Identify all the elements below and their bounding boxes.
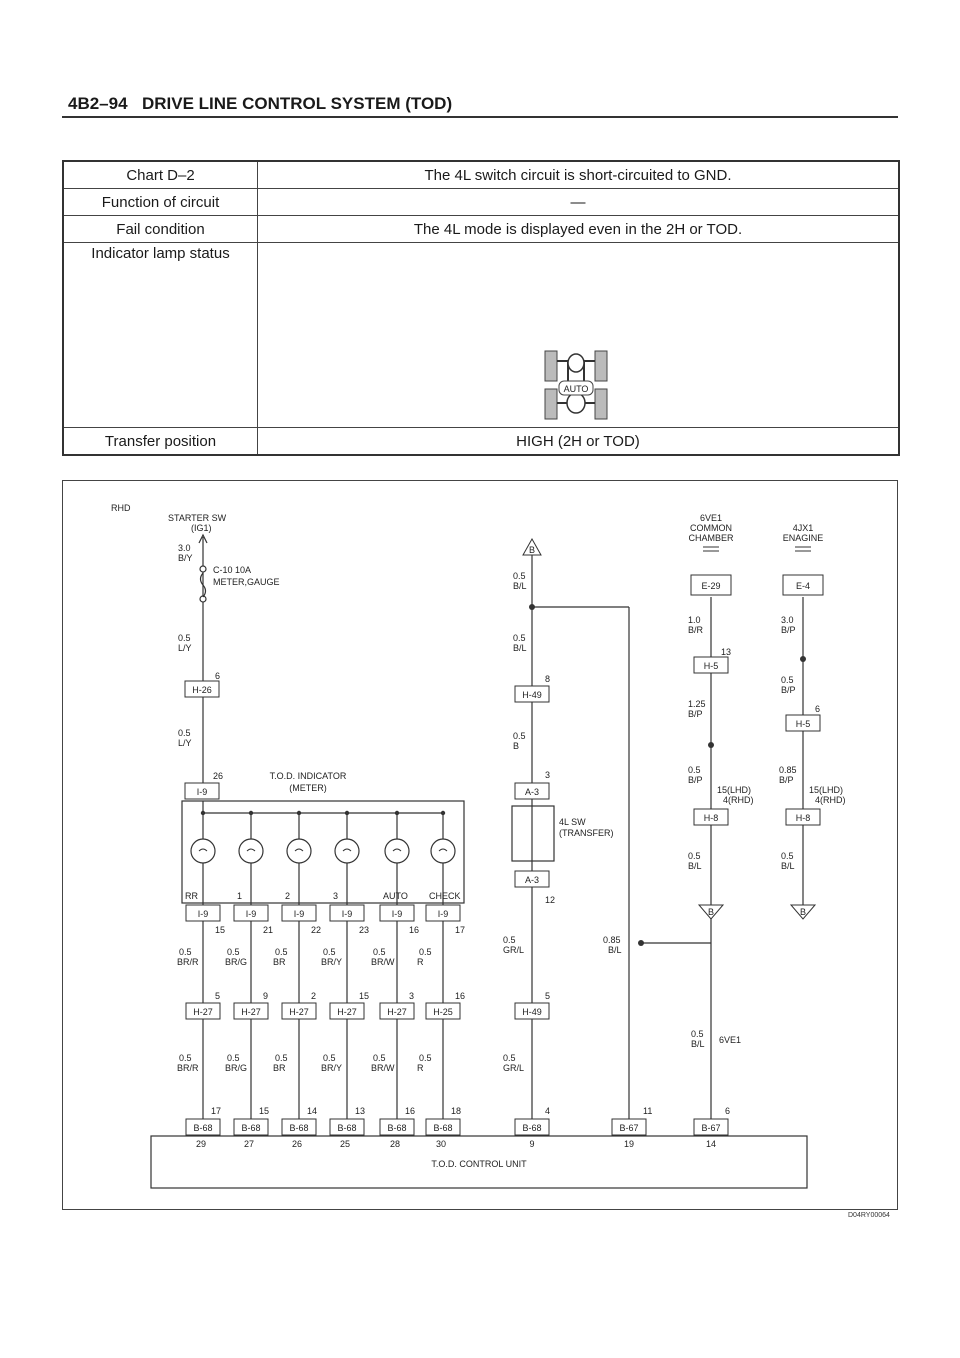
connector-label: H-49 (522, 690, 542, 700)
starter-switch-label: STARTER SW (168, 513, 227, 523)
indicator-lamp (191, 839, 215, 863)
connector-label: B-68 (193, 1123, 213, 1133)
wire-color: BR/Y (321, 1063, 343, 1073)
pin-number: 14 (705, 1139, 717, 1149)
wire-size: 0.5 (781, 851, 794, 861)
wheel-icon (595, 389, 607, 419)
connector-label: H-27 (337, 1007, 357, 1017)
wire-color: R (417, 957, 424, 967)
wire-size: 0.5 (691, 1029, 704, 1039)
wire-color: BR/R (177, 957, 199, 967)
wire-color: B/P (688, 775, 703, 785)
pin-number: 3 (545, 770, 551, 780)
pin-number: 29 (195, 1139, 207, 1149)
indicator-sub: (METER) (289, 783, 327, 793)
connector-label: I-9 (196, 787, 208, 797)
lamp-label: 2 (285, 891, 291, 901)
pin-number: 13 (355, 1106, 366, 1116)
pin-number: 25 (339, 1139, 351, 1149)
fuse-desc: METER,GAUGE (213, 577, 280, 587)
pin-number: 4 (545, 1106, 551, 1116)
wire-size: 0.5 (373, 947, 386, 957)
pin-number: 19 (623, 1139, 635, 1149)
pin-number: 16 (405, 1106, 416, 1116)
connector-label: A-3 (524, 787, 540, 797)
connector-label: B-67 (619, 1123, 639, 1133)
e4-title: 4JX1 (792, 523, 814, 533)
connector-label: E-29 (701, 581, 721, 591)
wire-color: B/L (608, 945, 622, 955)
wire-size: 0.5 (419, 947, 432, 957)
wire-size: 0.5 (275, 947, 288, 957)
wire-size: 0.5 (178, 728, 191, 738)
pin-number: 4(RHD) (815, 795, 846, 805)
figure-code: D04RY00064 (848, 1212, 890, 1219)
wire-color: BR/W (371, 957, 395, 967)
transfer-position-label: Transfer position (63, 428, 258, 456)
wire-size: 1.25 (688, 699, 706, 709)
pin-number: 12 (545, 895, 556, 905)
table-row-lamp (63, 243, 899, 428)
connector-label: H-25 (433, 1007, 453, 1017)
connector-label: B-68 (387, 1123, 407, 1133)
table-row-transfer (63, 428, 899, 456)
pin-number: 9 (529, 1139, 535, 1149)
engine-tag: 6VE1 (719, 1035, 742, 1045)
pin-number: 16 (409, 925, 420, 935)
pin-number: 21 (263, 925, 274, 935)
wire-size: 0.5 (503, 935, 516, 945)
pin-number: 23 (359, 925, 370, 935)
wire-color: B (513, 741, 520, 751)
pin-number: 3 (409, 991, 415, 1001)
connector-label: I-9 (437, 909, 449, 919)
indicator-title: T.O.D. INDICATOR (269, 771, 347, 781)
pin-number: 2 (311, 991, 317, 1001)
pin-number: 17 (455, 925, 466, 935)
lamp-label: AUTO (383, 891, 408, 901)
connector-label: B-68 (241, 1123, 261, 1133)
wire-size: 0.5 (179, 1053, 192, 1063)
pin-number: 14 (307, 1106, 318, 1116)
pin-number: 13 (721, 647, 732, 657)
connector-label: B-68 (289, 1123, 309, 1133)
pin-number: 15 (215, 925, 226, 935)
ground-label: B (528, 545, 536, 555)
connector-label: I-9 (245, 909, 257, 919)
connector-label: H-27 (289, 1007, 309, 1017)
wire-size: 3.0 (178, 543, 191, 553)
starter-ig1-label: (IG1) (191, 523, 212, 533)
pin-number: 17 (211, 1106, 222, 1116)
pin-number: 26 (291, 1139, 303, 1149)
pin-number: 15(LHD) (717, 785, 752, 795)
table-row-function (63, 189, 899, 216)
pin-number: 8 (545, 674, 551, 684)
connector-label: A-3 (524, 875, 540, 885)
pin-number: 27 (243, 1139, 255, 1149)
wire-size: 0.5 (513, 731, 526, 741)
pin-number: 9 (263, 991, 269, 1001)
lamp-auto-text: AUTO (563, 384, 589, 394)
pin-number: 26 (213, 771, 224, 781)
wire-size: 0.5 (373, 1053, 386, 1063)
lamp-label: 1 (237, 891, 243, 901)
pin-number: 16 (455, 991, 466, 1001)
pin-number: 6 (215, 671, 221, 681)
connector-label: H-27 (193, 1007, 213, 1017)
pin-number: 15 (259, 1106, 270, 1116)
fail-condition-value: The 4L mode is displayed even in the 2H or TOD. (258, 216, 900, 243)
wire-size: 0.85 (603, 935, 621, 945)
pin-number: 5 (545, 991, 551, 1001)
wire-color: BR (273, 957, 286, 967)
connector-label: H-27 (241, 1007, 261, 1017)
wire-color: BR/G (225, 957, 248, 967)
section-number: 4B2–94 (68, 94, 128, 113)
wheel-icon (545, 389, 557, 419)
fuse-label: C-10 10A (213, 565, 252, 575)
wire-size: 0.5 (323, 1053, 336, 1063)
pin-number: 28 (389, 1139, 401, 1149)
wire-size: 0.5 (227, 1053, 240, 1063)
wire-color: GR/L (503, 945, 525, 955)
section-title: DRIVE LINE CONTROL SYSTEM (TOD) (142, 94, 453, 113)
wire-size: 0.5 (688, 851, 701, 861)
wire-size: 0.5 (179, 947, 192, 957)
pin-number: 5 (215, 991, 221, 1001)
lamp-label: 3 (333, 891, 339, 901)
wire-size: 0.5 (419, 1053, 432, 1063)
connector-label: H-26 (192, 685, 212, 695)
function-value: — (258, 189, 900, 216)
e29-title: COMMON (690, 523, 732, 533)
wire-color: B/L (688, 861, 702, 871)
connector-label: H-8 (703, 813, 719, 823)
ground-label: B (799, 907, 807, 917)
ground-label: B (707, 907, 715, 917)
wire-color: R (417, 1063, 424, 1073)
table-row-fail (63, 216, 899, 243)
wire-color: B/P (781, 685, 796, 695)
wire-color: B/L (513, 643, 527, 653)
connector-label: H-27 (387, 1007, 407, 1017)
indicator-columns (177, 903, 465, 1149)
table-row-chart (63, 161, 899, 189)
wire-color: BR/R (177, 1063, 199, 1073)
e4-title: ENAGINE (782, 533, 824, 543)
connector-label: H-8 (795, 813, 811, 823)
wire-color: B/L (781, 861, 795, 871)
wire-color: L/Y (178, 643, 192, 653)
switch-sub: (TRANSFER) (559, 828, 614, 838)
diagnosis-chart-table (62, 160, 900, 456)
wiring-diagram (62, 480, 898, 1210)
page-header (62, 92, 898, 118)
indicator-lamp-icon (258, 243, 898, 423)
wire-color: B/P (781, 625, 796, 635)
wire-color: B/Y (178, 553, 193, 563)
pin-number: 18 (451, 1106, 462, 1116)
pin-number: 22 (311, 925, 322, 935)
wheel-icon (545, 351, 557, 381)
pin-number: 6 (815, 704, 821, 714)
wiring-diagram-svg (63, 481, 899, 1211)
wire-color: B/R (688, 625, 704, 635)
wire-size: 0.5 (688, 765, 701, 775)
rhd-label: RHD (111, 503, 131, 513)
pin-number: 6 (725, 1106, 731, 1116)
indicator-lamp (335, 839, 359, 863)
connector-label: I-9 (293, 909, 305, 919)
wire-color: B/P (779, 775, 794, 785)
wire-size: 0.5 (323, 947, 336, 957)
fail-condition-label: Fail condition (63, 216, 258, 243)
connector-label: I-9 (197, 909, 209, 919)
wire-color: BR/W (371, 1063, 395, 1073)
connector-label: I-9 (391, 909, 403, 919)
wire-size: 1.0 (688, 615, 701, 625)
e29-title: 6VE1 (699, 513, 723, 523)
chart-id-value: The 4L switch circuit is short-circuited to GND. (258, 161, 900, 189)
indicator-lamps (185, 811, 461, 903)
pin-number: 11 (643, 1106, 653, 1116)
connector-label: H-5 (795, 719, 811, 729)
chart-id-label: Chart D–2 (63, 161, 258, 189)
wire-size: 0.5 (513, 633, 526, 643)
wire-color: B/L (513, 581, 527, 591)
connector-label: H-49 (522, 1007, 542, 1017)
connector-label: B-67 (701, 1123, 721, 1133)
connector-label: E-4 (795, 581, 811, 591)
pin-number: 15(LHD) (809, 785, 844, 795)
wire-size: 0.5 (513, 571, 526, 581)
lamp-label: RR (185, 891, 198, 901)
lamp-label: CHECK (429, 891, 461, 901)
header-rule (62, 116, 898, 118)
function-label: Function of circuit (63, 189, 258, 216)
wire-color: B/L (691, 1039, 705, 1049)
switch-label: 4L SW (559, 817, 586, 827)
wire-color: BR/Y (321, 957, 343, 967)
wire-size: 3.0 (781, 615, 794, 625)
wire-size: 0.5 (503, 1053, 516, 1063)
lamp-status-label: Indicator lamp status (63, 243, 258, 428)
transfer-position-value: HIGH (2H or TOD) (258, 428, 900, 456)
wire-color: BR (273, 1063, 286, 1073)
wire-size: 0.5 (178, 633, 191, 643)
wire-size: 0.5 (275, 1053, 288, 1063)
indicator-lamp (431, 839, 455, 863)
e29-title: CHAMBER (688, 533, 734, 543)
wire-color: L/Y (178, 738, 192, 748)
wire-color: BR/G (225, 1063, 248, 1073)
connector-label: H-5 (703, 661, 719, 671)
wire-size: 0.5 (781, 675, 794, 685)
indicator-lamp (287, 839, 311, 863)
connector-label: B-68 (337, 1123, 357, 1133)
connector-label: B-68 (522, 1123, 542, 1133)
wire-size: 0.5 (227, 947, 240, 957)
lamp-status-cell (258, 243, 900, 428)
pin-number: 15 (359, 991, 370, 1001)
wheel-icon (595, 351, 607, 381)
pin-number: 30 (435, 1139, 447, 1149)
wire-color: B/P (688, 709, 703, 719)
pin-number: 4(RHD) (723, 795, 754, 805)
connector-label: B-68 (433, 1123, 453, 1133)
indicator-lamp (385, 839, 409, 863)
indicator-lamp (239, 839, 263, 863)
wire-size: 0.85 (779, 765, 797, 775)
connector-label: I-9 (341, 909, 353, 919)
wire-color: GR/L (503, 1063, 525, 1073)
control-unit-label: T.O.D. CONTROL UNIT (431, 1159, 527, 1169)
